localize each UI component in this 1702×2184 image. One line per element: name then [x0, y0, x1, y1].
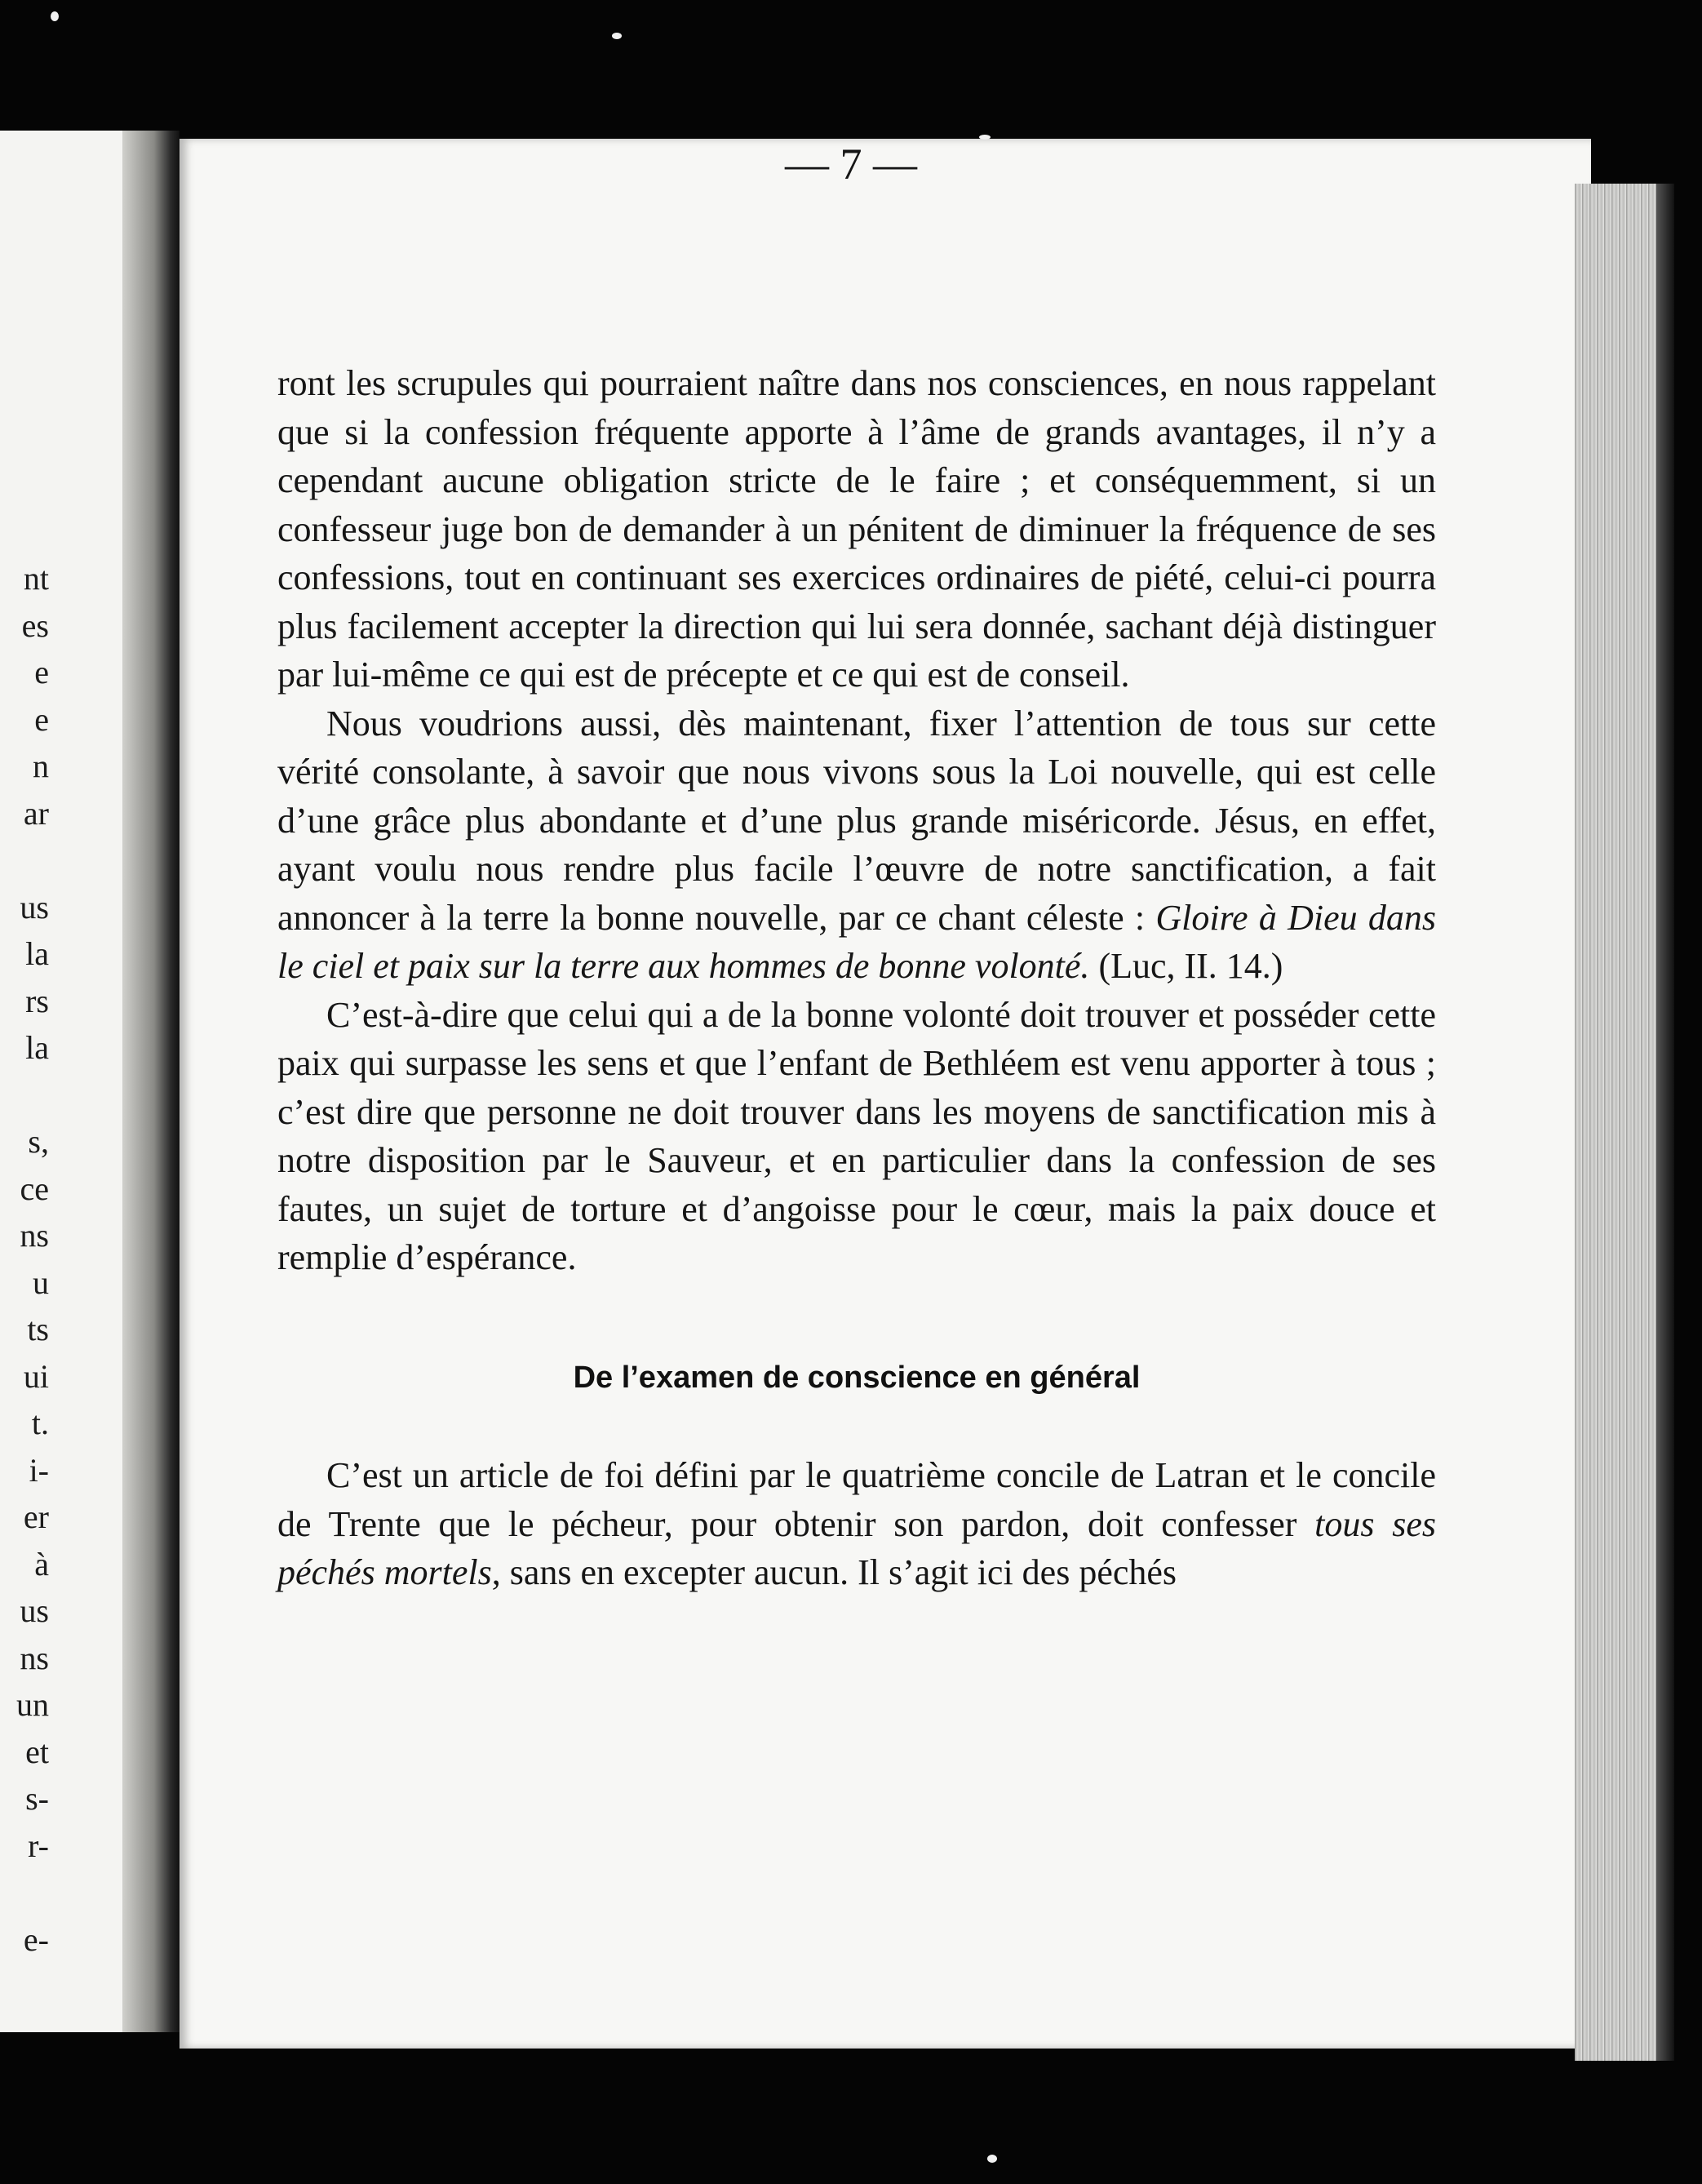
left-fragment: e- [23, 1920, 49, 1958]
left-fragment: ce [20, 1170, 49, 1207]
left-fragment: et [25, 1733, 49, 1770]
left-fragment: us [20, 1592, 49, 1629]
left-fragment: la [25, 1029, 49, 1066]
left-fragment [0, 1072, 49, 1119]
paragraph-3: C’est-à-dire que celui qui a de la bonne volonté doit trouver et posséder cette paix qui surpasse les sens et que l’enfant de Bethléem est venu apporter à tous ; c’est dire que personne ne doit trouver dans les moyens de sanctification mis à notre disposition par le Sauveur, et en particulier dans la confession de ses fautes, un sujet de torture et d’angoisse pour le cœur, mais la paix douce et remplie d’espérance. [277, 994, 1436, 1277]
paragraph-4-text: C’est un article de foi défini par le quatrième concile de Latran et le concile de Trente que le pécheur, pour obtenir son pardon, doit confesser [277, 1455, 1436, 1544]
paragraph-4 [277, 1451, 1436, 1597]
scan-speck [979, 135, 991, 140]
left-fragment: à [34, 1545, 49, 1583]
left-fragment [0, 837, 49, 884]
left-fragment: un [16, 1686, 49, 1723]
paragraph-2-text: Nous voudrions aussi, dès maintenant, fixer l’attention de tous sur cette vérité consolante, à savoir que nous vivons sous la Loi nouvelle, qui est celle d’une grâce plus abondante et d’une plus grande miséricorde. Jésus, en effet, ayant voulu nous rendre plus facile l’œuvre de notre sanctification, a fait annoncer à la terre la bonne nouvelle, par ce chant céleste : [277, 703, 1436, 938]
scan-speck [987, 2155, 997, 2163]
page-edges-shadow [1656, 184, 1674, 2061]
page-edges [1575, 184, 1664, 2061]
left-fragment: r- [28, 1827, 49, 1864]
left-fragment: e [34, 654, 49, 690]
paragraph-4-end: , sans en excepter aucun. Il s’agit ici des péchés [491, 1552, 1177, 1592]
left-fragment: la [25, 935, 49, 972]
left-fragment: u [33, 1263, 49, 1301]
left-fragment: n [33, 748, 49, 784]
book-gutter [122, 131, 180, 2032]
left-fragment: ns [20, 1639, 49, 1676]
left-fragment: ts [27, 1311, 49, 1347]
left-fragment: us [20, 888, 49, 926]
left-fragment: s- [25, 1780, 49, 1817]
paragraph-2-quote: Gloire à Dieu dans le ciel et paix sur la terre aux hommes de bonne volonté. [277, 897, 1436, 986]
left-fragment: ui [23, 1357, 49, 1395]
left-fragment: i- [29, 1451, 49, 1489]
left-fragment: s, [28, 1123, 49, 1160]
left-fragment: es [21, 606, 49, 644]
paragraph-2 [277, 699, 1436, 991]
left-fragment: ns [20, 1217, 49, 1254]
paragraph-2-reference: (Luc, II. 14.) [1089, 946, 1283, 986]
page-body [277, 359, 1436, 1597]
section-heading: De l’examen de conscience en général [573, 1360, 1141, 1395]
left-fragment [0, 1869, 49, 1916]
page-number: — 7 — [785, 140, 917, 189]
paragraph-4-emphasis: tous ses péchés mortels [277, 1503, 1437, 1592]
left-fragment: t. [31, 1405, 49, 1441]
left-fragment: ar [23, 794, 49, 832]
left-fragment: er [23, 1498, 49, 1535]
paragraph-1: ront les scrupules qui pourraient naître dans nos consciences, en nous rappelant que si la confession fréquente apporte à l’âme de grands avantages, il n’y a cependant aucune obligation stricte de le faire ; et conséquemment, si un confesseur juge bon de demander à un pénitent de diminuer la fréquence de ses confessions, tout en continuant ses exercices ordinaires de piété, celui-ci pourra plus facilement accepter la direction qui lui sera donnée, sachant déjà distinguer par lui-même ce qui est de précepte et ce qui est de conseil. [277, 363, 1436, 695]
left-fragment: nt [23, 560, 49, 597]
left-page-text-fragments [0, 555, 49, 1963]
scan-speck [612, 33, 622, 39]
left-fragment: rs [25, 982, 49, 1019]
scan-speck [51, 11, 59, 21]
left-fragment: e [34, 700, 49, 738]
